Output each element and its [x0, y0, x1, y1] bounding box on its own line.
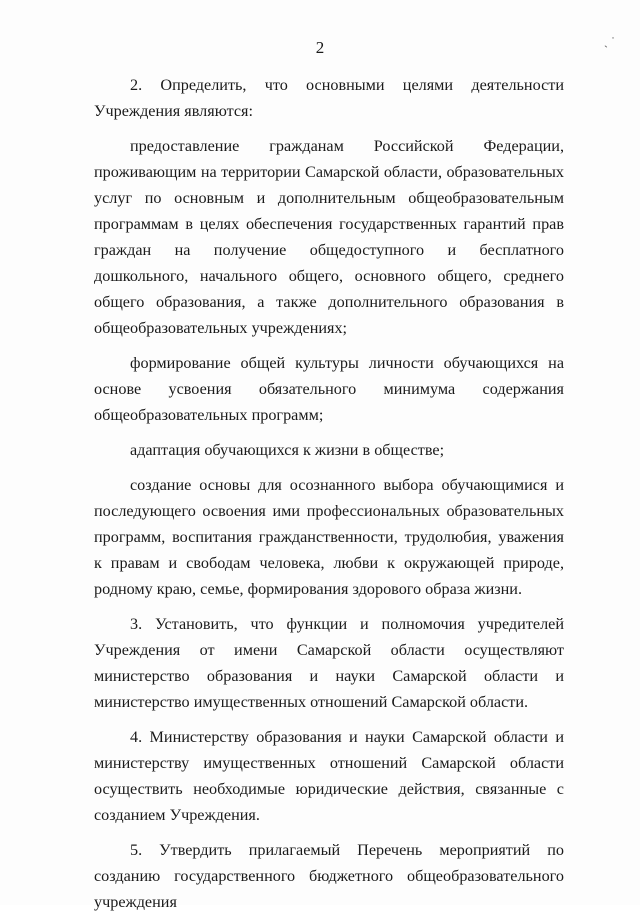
page-number: 2: [315, 38, 325, 57]
paragraph-legal-actions: 4. Министерству образования и науки Самарской области и министерству имущественных отношений Самарской области осуществить необходимые юридические действия, связанные с созданием Учреждения.: [94, 728, 564, 824]
document-body: [94, 72, 564, 915]
paragraph-goal-services: предоставление гражданам Российской Федерации, проживающим на территории Самарской области, образовательных услуг по основным и дополнительным общеобразовательным программам в целях обеспечения государственных гарантий прав граждан на получение общедоступного и бесплатного дошкольного, начального общего, основного общего, среднего общего образования, а также дополнительного образования в общеобразовательных учреждениях;: [94, 137, 564, 337]
scan-mark: ˎ ˙: [604, 34, 615, 48]
paragraph-founders: 3. Установить, что функции и полномочия учредителей Учреждения от имени Самарской области осуществляют министерство образования и науки Самарской области и министерство имущественных отношений Самарской области.: [94, 615, 564, 711]
paragraph-goal-adaptation: адаптация обучающихся к жизни в обществе;: [130, 441, 445, 459]
paragraph-goal-culture: формирование общей культуры личности обучающихся на основе усвоения обязательного минимума содержания общеобразовательных программ;: [94, 354, 564, 424]
paragraph-goals-intro: 2. Определить, что основными целями деятельности Учреждения являются:: [94, 76, 564, 120]
paragraph-goal-foundation: создание основы для осознанного выбора обучающимися и последующего освоения ими профессиональных образовательных программ, воспитания гражданственности, трудолюбия, уважения к правам и свободам человека, любви к окружающей природе, родному краю, семье, формирования здорового образа жизни.: [94, 476, 564, 598]
paragraph-approve-list: 5. Утвердить прилагаемый Перечень мероприятий по созданию государственного бюджетного общеобразовательного учреждения: [94, 841, 564, 911]
